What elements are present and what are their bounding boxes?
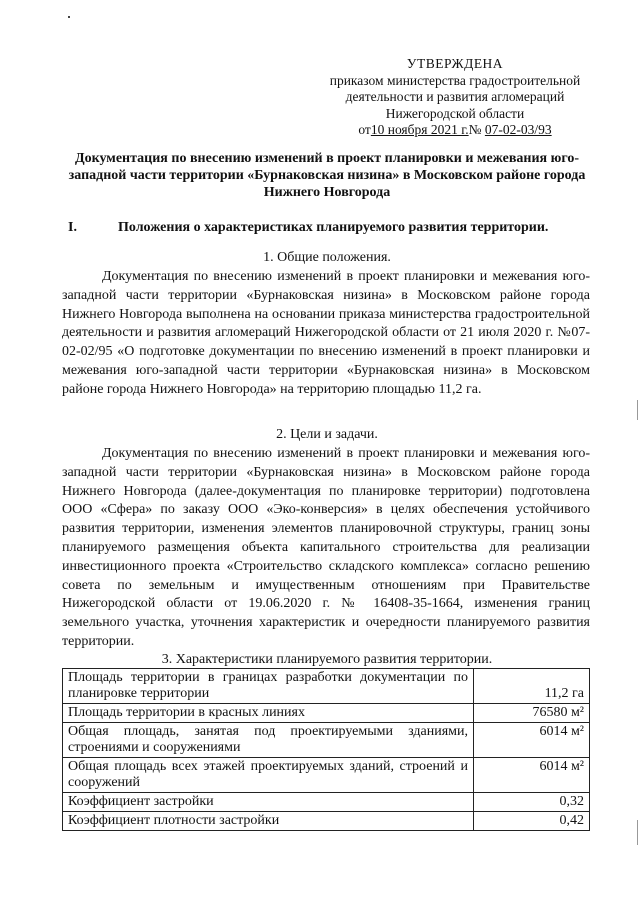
approval-date-line: [320, 122, 590, 139]
scan-edge-mark: [637, 820, 638, 845]
characteristics-table: [62, 668, 590, 831]
approval-date: 10 ноября 2021 г.: [370, 122, 469, 137]
scan-speck: [68, 16, 70, 18]
table-row: [63, 812, 590, 831]
row-label: Коэффициент плотности застройки: [63, 812, 474, 831]
paragraph-goals: Документация по внесению изменений в проект планировки и межевания юго-западной части территории «Бурнаковская низина» в Московском районе города Нижнего Новгорода (далее-документация по планировке территории) подготовлена ООО «Сфера» по заказу ООО «Эко-конверсия» в целях обеспечения устойчивого развития территории, изменения элементов планировочной структуры, границ зоны планируемого размещения объекта капитального строительства для реализации инвестиционного проекта «Строительство складского комплекса» согласно решению совета по земельным и имущественным отношениям при Правительстве Нижегородской области от 19.06.2020 г. № 16408-35-1664, изменения границ земельного участка, уточнения характеристик и очередности планируемого развития территории.: [62, 446, 590, 649]
approval-block: [320, 56, 590, 139]
row-label: Площадь территории в границах разработки документации по планировке территории: [63, 669, 474, 704]
number-prefix: №: [468, 122, 482, 137]
table-row: [63, 793, 590, 812]
subsection-heading-goals: 2. Цели и задачи.: [276, 427, 378, 442]
row-label: Общая площадь, занятая под проектируемыми зданиями, строениями и сооружениями: [63, 723, 474, 758]
date-prefix: от: [358, 122, 371, 137]
row-label: Площадь территории в красных линиях: [63, 704, 474, 723]
approval-line-3: Нижегородской области: [385, 105, 525, 121]
row-value: 6014 м²: [474, 723, 590, 758]
subsection-heading-characteristics: 3. Характеристики планируемого развития территории.: [161, 652, 493, 667]
table-row: [63, 723, 590, 758]
row-value: 6014 м²: [474, 758, 590, 793]
paragraph-general: Документация по внесению изменений в проект планировки и межевания юго-западной части территории «Бурнаковская низина» в Московском районе города Нижнего Новгорода выполнена на основании приказа министерства градостроительной деятельности и развития агломераций Нижегородской области от 21 июля 2020 г. №07-02-02/95 «О подготовке документации по внесению изменений в проект планировки и межевания юго-западной части территории «Бурнаковская низина» в Московском районе города Нижнего Новгорода» на территорию площадью 11,2 га.: [62, 269, 590, 397]
scan-edge-mark: [637, 400, 638, 420]
row-value: 11,2 га: [474, 669, 590, 704]
row-value: 0,42: [474, 812, 590, 831]
row-value: 0,32: [474, 793, 590, 812]
approval-stamp: УТВЕРЖДЕНА: [406, 56, 504, 71]
row-value: 76580 м²: [474, 704, 590, 723]
document-title: Документация по внесению изменений в проект планировки и межевания юго-западной части территории «Бурнаковская низина» в Московском районе города Нижнего Новгорода: [68, 151, 586, 200]
approval-number: 07-02-03/93: [484, 122, 552, 137]
table-row: [63, 704, 590, 723]
section-title: Положения о характеристиках планируемого развития территории.: [118, 220, 549, 235]
table-row: [63, 669, 590, 704]
row-label: Коэффициент застройки: [63, 793, 474, 812]
section-number: I.: [68, 220, 77, 235]
row-label: Общая площадь всех этажей проектируемых зданий, строений и сооружений: [63, 758, 474, 793]
approval-line-1: приказом министерства градостроительной: [329, 72, 581, 88]
subsection-heading-general: 1. Общие положения.: [263, 250, 391, 265]
table-row: [63, 758, 590, 793]
approval-line-2: деятельности и развития агломераций: [345, 89, 565, 104]
section-heading: [68, 219, 598, 236]
